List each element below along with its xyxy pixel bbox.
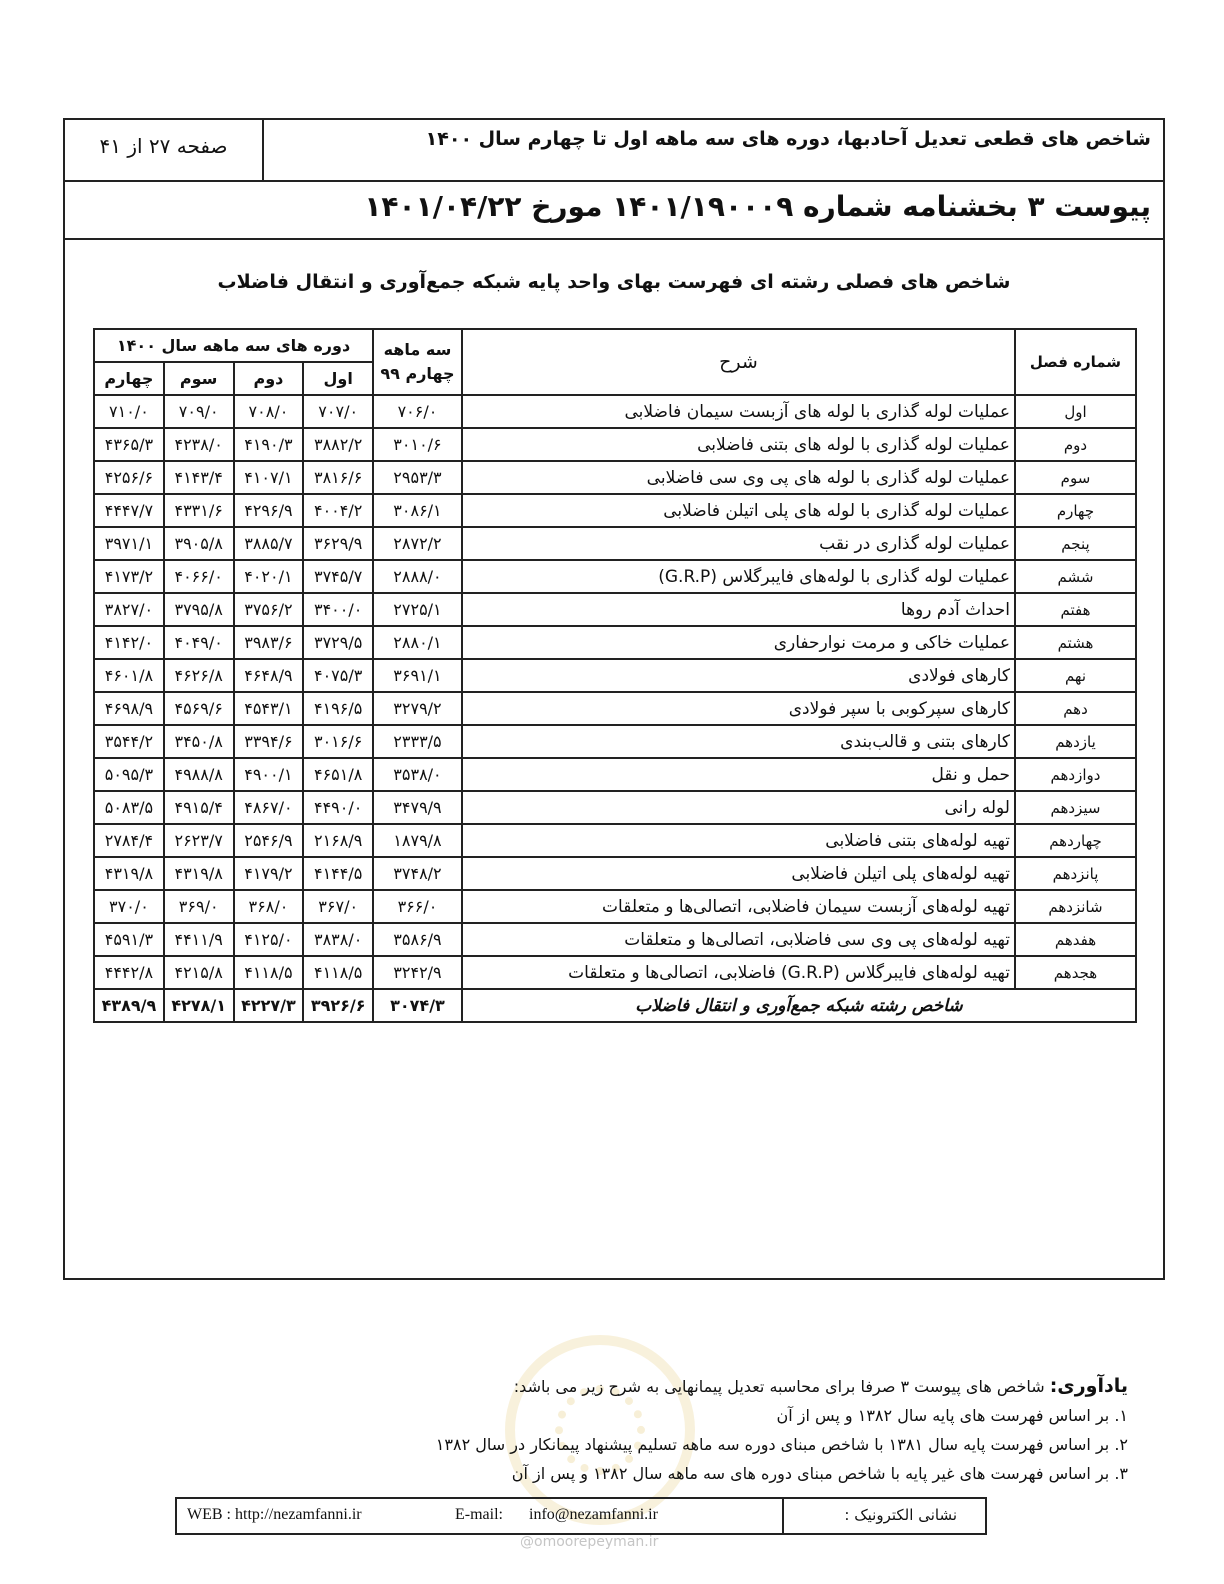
cell-base-quarter: ۳۷۴۸/۲	[373, 857, 462, 890]
cell-chapter: دوم	[1015, 428, 1136, 461]
table-row	[94, 626, 1136, 659]
reminder-note	[228, 1372, 1128, 1488]
cell-total-q1: ۳۹۲۶/۶	[303, 989, 373, 1022]
cell-chapter: هفدهم	[1015, 923, 1136, 956]
watermark-handle: @omoorepeyman.ir	[520, 1534, 659, 1550]
cell-q2: ۴۲۹۶/۹	[234, 494, 304, 527]
cell-base-quarter: ۳۰۸۶/۱	[373, 494, 462, 527]
cell-desc: عملیات لوله گذاری با لوله های آزبست سیمان فاضلابی	[462, 395, 1015, 428]
table-row	[94, 527, 1136, 560]
cell-desc: تهیه لوله‌های بتنی فاضلابی	[462, 824, 1015, 857]
cell-q1: ۲۱۶۸/۹	[303, 824, 373, 857]
cell-q3: ۳۹۰۵/۸	[164, 527, 234, 560]
cell-base-quarter: ۳۰۱۰/۶	[373, 428, 462, 461]
cell-base-quarter: ۳۵۳۸/۰	[373, 758, 462, 791]
cell-q2: ۷۰۸/۰	[234, 395, 304, 428]
cell-q4: ۴۳۶۵/۳	[94, 428, 164, 461]
cell-q2: ۴۱۰۷/۱	[234, 461, 304, 494]
table-row	[94, 560, 1136, 593]
cell-q2: ۴۵۴۳/۱	[234, 692, 304, 725]
cell-q3: ۴۵۶۹/۶	[164, 692, 234, 725]
footer-label: نشانی الکترونیک :	[844, 1506, 957, 1524]
cell-base-quarter: ۳۲۷۹/۲	[373, 692, 462, 725]
cell-q3: ۳۷۹۵/۸	[164, 593, 234, 626]
col-header-period-group: دوره های سه ماهه سال ۱۴۰۰	[94, 329, 373, 362]
cell-q3: ۳۴۵۰/۸	[164, 725, 234, 758]
index-table	[93, 328, 1137, 1023]
table-row	[94, 758, 1136, 791]
cell-q4: ۴۶۹۸/۹	[94, 692, 164, 725]
cell-base-quarter: ۳۴۷۹/۹	[373, 791, 462, 824]
page-number: صفحه ۲۷ از ۴۱	[99, 134, 228, 158]
table-row	[94, 791, 1136, 824]
cell-chapter: سیزدهم	[1015, 791, 1136, 824]
cell-q4: ۷۱۰/۰	[94, 395, 164, 428]
cell-desc: عملیات لوله گذاری با لوله های پی وی سی فاضلابی	[462, 461, 1015, 494]
cell-total-base-quarter: ۳۰۷۴/۳	[373, 989, 462, 1022]
cell-q1: ۴۶۵۱/۸	[303, 758, 373, 791]
cell-desc: لوله رانی	[462, 791, 1015, 824]
cell-desc: عملیات لوله گذاری در نقب	[462, 527, 1015, 560]
cell-q2: ۳۷۵۶/۲	[234, 593, 304, 626]
cell-q1: ۴۱۱۸/۵	[303, 956, 373, 989]
cell-q3: ۲۶۲۳/۷	[164, 824, 234, 857]
cell-chapter: ششم	[1015, 560, 1136, 593]
cell-q4: ۴۵۹۱/۳	[94, 923, 164, 956]
footer-email-label: E-mail:	[455, 1506, 503, 1523]
cell-base-quarter: ۱۸۷۹/۸	[373, 824, 462, 857]
cell-q1: ۴۱۹۶/۵	[303, 692, 373, 725]
cell-q1: ۳۶۲۹/۹	[303, 527, 373, 560]
header-divider	[262, 120, 264, 180]
cell-chapter: پانزدهم	[1015, 857, 1136, 890]
cell-q4: ۲۷۸۴/۴	[94, 824, 164, 857]
header-row	[65, 120, 1163, 182]
cell-chapter: دوازدهم	[1015, 758, 1136, 791]
cell-desc: عملیات لوله گذاری با لوله‌های فایبرگلاس (G.R.P)	[462, 560, 1015, 593]
cell-desc: کارهای فولادی	[462, 659, 1015, 692]
cell-chapter: هشتم	[1015, 626, 1136, 659]
cell-q1: ۴۰۰۴/۲	[303, 494, 373, 527]
cell-chapter: چهاردهم	[1015, 824, 1136, 857]
table-row	[94, 461, 1136, 494]
cell-q2: ۴۶۴۸/۹	[234, 659, 304, 692]
table-row	[94, 824, 1136, 857]
cell-q3: ۴۰۶۶/۰	[164, 560, 234, 593]
cell-chapter: هفتم	[1015, 593, 1136, 626]
cell-q4: ۳۹۷۱/۱	[94, 527, 164, 560]
cell-q3: ۴۹۸۸/۸	[164, 758, 234, 791]
cell-base-quarter: ۲۸۷۲/۲	[373, 527, 462, 560]
cell-q4: ۴۱۷۳/۲	[94, 560, 164, 593]
cell-q4: ۵۰۹۵/۳	[94, 758, 164, 791]
table-row	[94, 725, 1136, 758]
cell-q1: ۳۸۱۶/۶	[303, 461, 373, 494]
reminder-item: ۳. بر اساس فهرست های غیر پایه با شاخص مبنای دوره های سه ماهه سال ۱۳۸۲ و پس از آن	[511, 1464, 1128, 1483]
cell-desc: احداث آدم روها	[462, 593, 1015, 626]
cell-base-quarter: ۳۶۹۱/۱	[373, 659, 462, 692]
cell-q1: ۴۰۷۵/۳	[303, 659, 373, 692]
cell-chapter: نهم	[1015, 659, 1136, 692]
reminder-intro: شاخص های پیوست ۳ صرفا برای محاسبه تعدیل پیمانهایی به شرح زیر می باشد:	[513, 1377, 1045, 1396]
cell-q1: ۳۷۴۵/۷	[303, 560, 373, 593]
notice-title: پیوست ۳ بخشنامه شماره ۱۴۰۱/۱۹۰۰۰۹ مورخ ۱۴۰۱/۰۴/۲۲	[364, 190, 1151, 223]
cell-q3: ۷۰۹/۰	[164, 395, 234, 428]
col-header-desc: شرح	[462, 329, 1015, 395]
cell-q3: ۴۲۳۸/۰	[164, 428, 234, 461]
col-header-base-quarter: سه ماهه چهارم ۹۹	[373, 329, 462, 395]
table-row	[94, 494, 1136, 527]
col-header-q1: اول	[303, 362, 373, 395]
table-row	[94, 593, 1136, 626]
table-row	[94, 692, 1136, 725]
cell-q1: ۳۴۰۰/۰	[303, 593, 373, 626]
cell-chapter: سوم	[1015, 461, 1136, 494]
cell-q1: ۳۶۷/۰	[303, 890, 373, 923]
notice-row	[65, 182, 1163, 240]
reminder-lead: یادآوری:	[1049, 1375, 1128, 1397]
footer-web-link[interactable]: WEB : http://nezamfanni.ir	[187, 1506, 362, 1523]
table-row	[94, 659, 1136, 692]
col-header-q2: دوم	[234, 362, 304, 395]
table-row	[94, 857, 1136, 890]
cell-q2: ۳۳۹۴/۶	[234, 725, 304, 758]
cell-q4: ۴۳۱۹/۸	[94, 857, 164, 890]
reminder-intro-line	[228, 1372, 1128, 1401]
cell-q2: ۴۱۹۰/۳	[234, 428, 304, 461]
cell-q4: ۳۵۴۴/۲	[94, 725, 164, 758]
table-total-row	[94, 989, 1136, 1022]
cell-q2: ۴۸۶۷/۰	[234, 791, 304, 824]
cell-q2: ۴۱۱۸/۵	[234, 956, 304, 989]
cell-q1: ۳۸۸۲/۲	[303, 428, 373, 461]
cell-q2: ۲۵۴۶/۹	[234, 824, 304, 857]
page-frame	[63, 118, 1165, 1280]
cell-q4: ۵۰۸۳/۵	[94, 791, 164, 824]
cell-desc: عملیات خاکی و مرمت نوارحفاری	[462, 626, 1015, 659]
table-body	[94, 395, 1136, 1022]
cell-q4: ۳۷۰/۰	[94, 890, 164, 923]
cell-q4: ۴۴۴۷/۷	[94, 494, 164, 527]
cell-q2: ۴۱۷۹/۲	[234, 857, 304, 890]
cell-chapter: دهم	[1015, 692, 1136, 725]
cell-desc: تهیه لوله‌های پی وی سی فاضلابی، اتصالی‌ها و متعلقات	[462, 923, 1015, 956]
table-row	[94, 428, 1136, 461]
cell-desc: کارهای سپرکوبی با سپر فولادی	[462, 692, 1015, 725]
cell-q1: ۳۷۲۹/۵	[303, 626, 373, 659]
cell-q3: ۴۶۲۶/۸	[164, 659, 234, 692]
col-header-q4: چهارم	[94, 362, 164, 395]
cell-q3: ۴۹۱۵/۴	[164, 791, 234, 824]
col-header-q3: سوم	[164, 362, 234, 395]
cell-desc: تهیه لوله‌های آزبست سیمان فاضلابی، اتصالی‌ها و متعلقات	[462, 890, 1015, 923]
cell-base-quarter: ۲۹۵۳/۳	[373, 461, 462, 494]
cell-base-quarter: ۳۵۸۶/۹	[373, 923, 462, 956]
footer-contact	[175, 1497, 987, 1535]
cell-q2: ۳۹۸۳/۶	[234, 626, 304, 659]
cell-q2: ۴۹۰۰/۱	[234, 758, 304, 791]
reminder-item: ۲. بر اساس فهرست پایه سال ۱۳۸۱ با شاخص مبنای دوره سه ماهه تسلیم پیشنهاد پیمانکار در سال ۱۳۸۲	[435, 1435, 1128, 1454]
cell-total-q4: ۴۳۸۹/۹	[94, 989, 164, 1022]
header-title: شاخص های قطعی تعدیل آحادبها، دوره های سه ماهه اول تا چهارم سال ۱۴۰۰	[425, 128, 1151, 150]
cell-chapter: یازدهم	[1015, 725, 1136, 758]
cell-q4: ۴۴۴۲/۸	[94, 956, 164, 989]
cell-base-quarter: ۳۲۴۲/۹	[373, 956, 462, 989]
cell-q4: ۳۸۲۷/۰	[94, 593, 164, 626]
cell-base-quarter: ۲۸۸۸/۰	[373, 560, 462, 593]
reminder-item: ۱. بر اساس فهرست های پایه سال ۱۳۸۲ و پس از آن	[776, 1406, 1128, 1425]
cell-chapter: پنجم	[1015, 527, 1136, 560]
cell-q4: ۴۶۰۱/۸	[94, 659, 164, 692]
cell-chapter: چهارم	[1015, 494, 1136, 527]
cell-q2: ۳۸۸۵/۷	[234, 527, 304, 560]
table-row	[94, 395, 1136, 428]
cell-q1: ۴۴۹۰/۰	[303, 791, 373, 824]
cell-desc: تهیه لوله‌های پلی اتیلن فاضلابی	[462, 857, 1015, 890]
footer-email-link[interactable]: info@nezamfanni.ir	[529, 1506, 658, 1523]
cell-chapter: شانزدهم	[1015, 890, 1136, 923]
cell-desc: عملیات لوله گذاری با لوله های بتنی فاضلابی	[462, 428, 1015, 461]
table-row	[94, 890, 1136, 923]
cell-q3: ۴۴۱۱/۹	[164, 923, 234, 956]
cell-q3: ۴۳۳۱/۶	[164, 494, 234, 527]
table-row	[94, 956, 1136, 989]
cell-q1: ۳۸۳۸/۰	[303, 923, 373, 956]
section-title: شاخص های فصلی رشته ای فهرست بهای واحد پایه شبکه جمع‌آوری و انتقال فاضلاب	[217, 271, 1011, 293]
cell-q4: ۴۱۴۲/۰	[94, 626, 164, 659]
cell-q3: ۳۶۹/۰	[164, 890, 234, 923]
cell-q3: ۴۳۱۹/۸	[164, 857, 234, 890]
cell-base-quarter: ۳۶۶/۰	[373, 890, 462, 923]
cell-q2: ۴۰۲۰/۱	[234, 560, 304, 593]
table-header-row	[94, 329, 1136, 362]
cell-q1: ۷۰۷/۰	[303, 395, 373, 428]
cell-q3: ۴۱۴۳/۴	[164, 461, 234, 494]
cell-q1: ۴۱۴۴/۵	[303, 857, 373, 890]
cell-q2: ۳۶۸/۰	[234, 890, 304, 923]
cell-q2: ۴۱۲۵/۰	[234, 923, 304, 956]
cell-total-desc: شاخص رشته شبکه جمع‌آوری و انتقال فاضلاب	[462, 989, 1136, 1022]
col-header-chapter: شماره فصل	[1015, 329, 1136, 395]
cell-q3: ۴۰۴۹/۰	[164, 626, 234, 659]
cell-base-quarter: ۷۰۶/۰	[373, 395, 462, 428]
cell-base-quarter: ۲۳۳۳/۵	[373, 725, 462, 758]
cell-total-q3: ۴۲۷۸/۱	[164, 989, 234, 1022]
cell-desc: حمل و نقل	[462, 758, 1015, 791]
cell-chapter: اول	[1015, 395, 1136, 428]
cell-q4: ۴۲۵۶/۶	[94, 461, 164, 494]
cell-desc: تهیه لوله‌های فایبرگلاس (G.R.P) فاضلابی، اتصالی‌ها و متعلقات	[462, 956, 1015, 989]
cell-total-q2: ۴۲۲۷/۳	[234, 989, 304, 1022]
cell-q3: ۴۲۱۵/۸	[164, 956, 234, 989]
cell-desc: عملیات لوله گذاری با لوله های پلی اتیلن فاضلابی	[462, 494, 1015, 527]
cell-base-quarter: ۲۸۸۰/۱	[373, 626, 462, 659]
cell-base-quarter: ۲۷۲۵/۱	[373, 593, 462, 626]
table-row	[94, 923, 1136, 956]
cell-q1: ۳۰۱۶/۶	[303, 725, 373, 758]
cell-desc: کارهای بتنی و قالب‌بندی	[462, 725, 1015, 758]
cell-chapter: هجدهم	[1015, 956, 1136, 989]
